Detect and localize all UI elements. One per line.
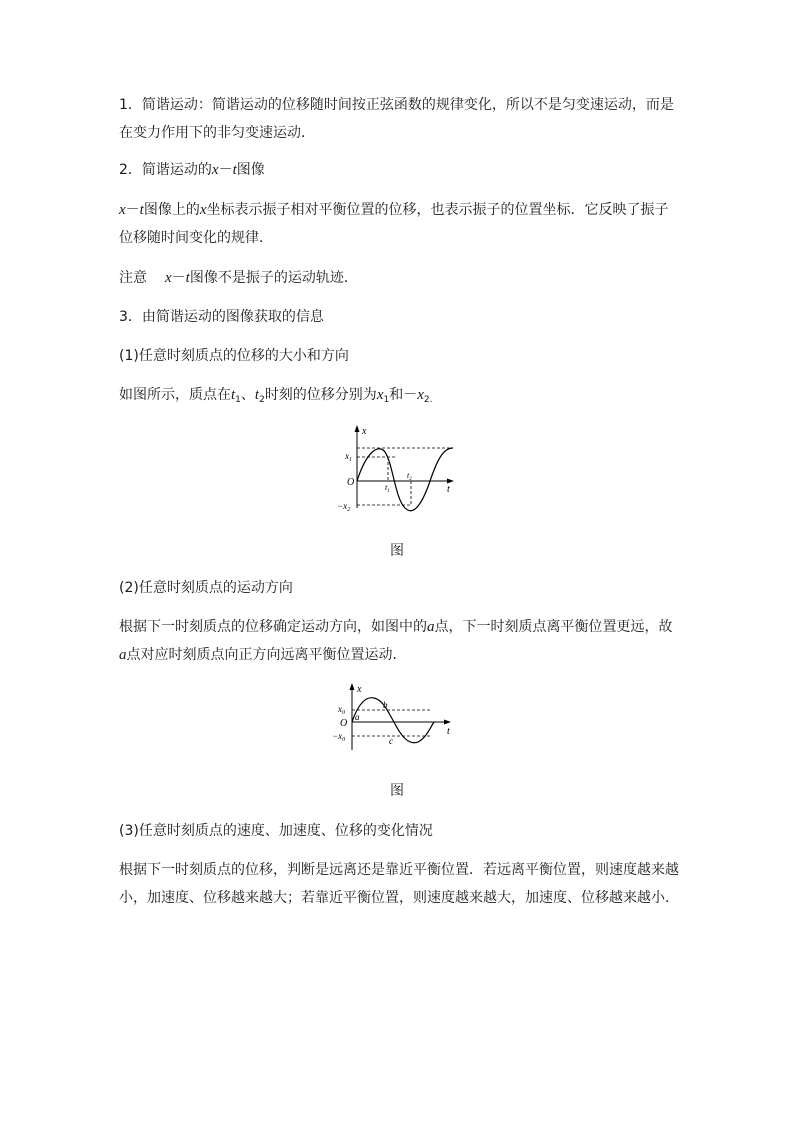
x1-sub: 1 xyxy=(383,395,390,405)
figure-2-caption: 图 xyxy=(390,783,404,799)
t1-sub: 1 xyxy=(235,395,241,405)
fig1-neg-x2-label: $-x_2$ xyxy=(337,501,351,513)
section-2-note xyxy=(119,264,679,292)
fig2-point-c-label: c xyxy=(389,736,393,746)
section-1-title: 简谐运动： xyxy=(141,97,212,113)
section-3-number: 3． xyxy=(119,309,142,325)
fig2-x-axis-arrow xyxy=(350,683,355,690)
subsection-3-heading: (3)任意时刻质点的速度、加速度、位移的变化情况 xyxy=(119,823,433,839)
fig1-x-axis-arrow xyxy=(355,425,360,432)
point-a-ref: a xyxy=(119,647,127,663)
fig1-sine-curve xyxy=(357,448,453,511)
var-x: x xyxy=(199,202,207,218)
section-3-title: 由简谐运动的图像获取的信息 xyxy=(141,309,324,325)
x2-var: x xyxy=(417,387,424,403)
section-2-heading xyxy=(119,156,679,184)
fig2-point-a-label: a xyxy=(355,712,360,722)
section-2-number: 2． xyxy=(119,162,142,178)
x1-var: x xyxy=(376,387,384,403)
section-2-text-b: 坐标表示振子相对平衡位置的位移，也表示振子的位置坐标．它反映了振子位移随时间变化的规律． xyxy=(119,202,669,246)
var-x: x xyxy=(165,270,172,286)
section-2-text-a: 图像上的 xyxy=(143,202,200,218)
dash: － xyxy=(218,162,233,178)
fig1-axis-x-label: x xyxy=(362,426,367,437)
section-3-heading xyxy=(119,303,679,331)
subsection-1-text xyxy=(119,381,679,409)
fig1-t2-label: $t_2$ xyxy=(407,471,412,482)
var-x: x xyxy=(211,162,219,178)
fig1-axis-t-label: t xyxy=(447,484,450,495)
point-a-ref: a xyxy=(427,619,435,635)
section-2-title-pre: 简谐运动的 xyxy=(141,162,212,178)
dash: － xyxy=(125,202,140,218)
section-2-paragraph xyxy=(119,196,679,252)
subsection-3-text: 根据下一时刻质点的位移，判断是远离还是靠近平衡位置．若远离平衡位置，则速度越来越小，加速度、位移越来越大；若靠近平衡位置，则速度越来越大，加速度、位移越来越小． xyxy=(119,862,679,906)
sub2-text-a: 根据下一时刻质点的位移确定运动方向，如图中的 xyxy=(119,619,427,635)
sub1-text-b: 时刻的位移分别为 xyxy=(264,387,377,403)
var-t: t xyxy=(139,202,144,218)
subsection-2-heading: (2)任意时刻质点的运动方向 xyxy=(119,580,293,596)
fig1-x1-label: $x_1$ xyxy=(345,451,352,463)
fig1-t1-label: $t_1$ xyxy=(385,483,390,494)
fig1-origin-label: O xyxy=(347,477,355,488)
section-1-paragraph xyxy=(119,91,679,147)
separator: 、 xyxy=(240,387,255,403)
section-1-body: 简谐运动的位移随时间按正弦函数的规律变化，所以不是匀变速运动，而是在变力作用下的非匀变速运动． xyxy=(119,97,674,141)
var-t: t xyxy=(185,270,190,286)
fig2-axis-t-label: t xyxy=(447,726,450,737)
subsection-2-text xyxy=(119,613,679,669)
var-x: x xyxy=(119,202,126,218)
fig2-t-axis-arrow xyxy=(444,720,451,725)
figure-1-graph xyxy=(335,422,465,518)
t1-var: t xyxy=(231,387,236,403)
figure-2-graph xyxy=(330,680,460,756)
var-t: t xyxy=(232,162,237,178)
sub1-text-a: 如图所示，质点在 xyxy=(119,387,231,403)
fig1-t-axis-arrow xyxy=(447,479,454,484)
dash: － xyxy=(171,270,186,286)
figure-1-caption: 图 xyxy=(390,543,404,559)
fig2-neg-x0-label: $-x_0$ xyxy=(332,731,346,743)
section-1-number: 1． xyxy=(119,97,142,113)
subsection-1-heading: (1)任意时刻质点的位移的大小和方向 xyxy=(119,348,349,364)
note-label: 注意 xyxy=(119,270,147,286)
sub1-text-c: 和－ xyxy=(389,387,418,403)
fig2-x0-label: $x_0$ xyxy=(338,704,345,716)
sub2-text-b: 点，下一时刻质点离平衡位置更远，故 xyxy=(434,619,673,635)
t2-sub: 2 xyxy=(259,395,265,405)
note-text: 图像不是振子的运动轨迹． xyxy=(189,270,358,286)
section-2-title-post: 图像 xyxy=(236,162,265,178)
x2-sub: 2. xyxy=(423,395,433,405)
t2-var: t xyxy=(254,387,260,403)
fig2-point-b-label: b xyxy=(383,700,388,710)
fig2-origin-label: O xyxy=(340,718,348,729)
fig2-axis-x-label: x xyxy=(357,684,362,695)
sub2-text-c: 点对应时刻质点向正方向远离平衡位置运动． xyxy=(126,647,407,663)
